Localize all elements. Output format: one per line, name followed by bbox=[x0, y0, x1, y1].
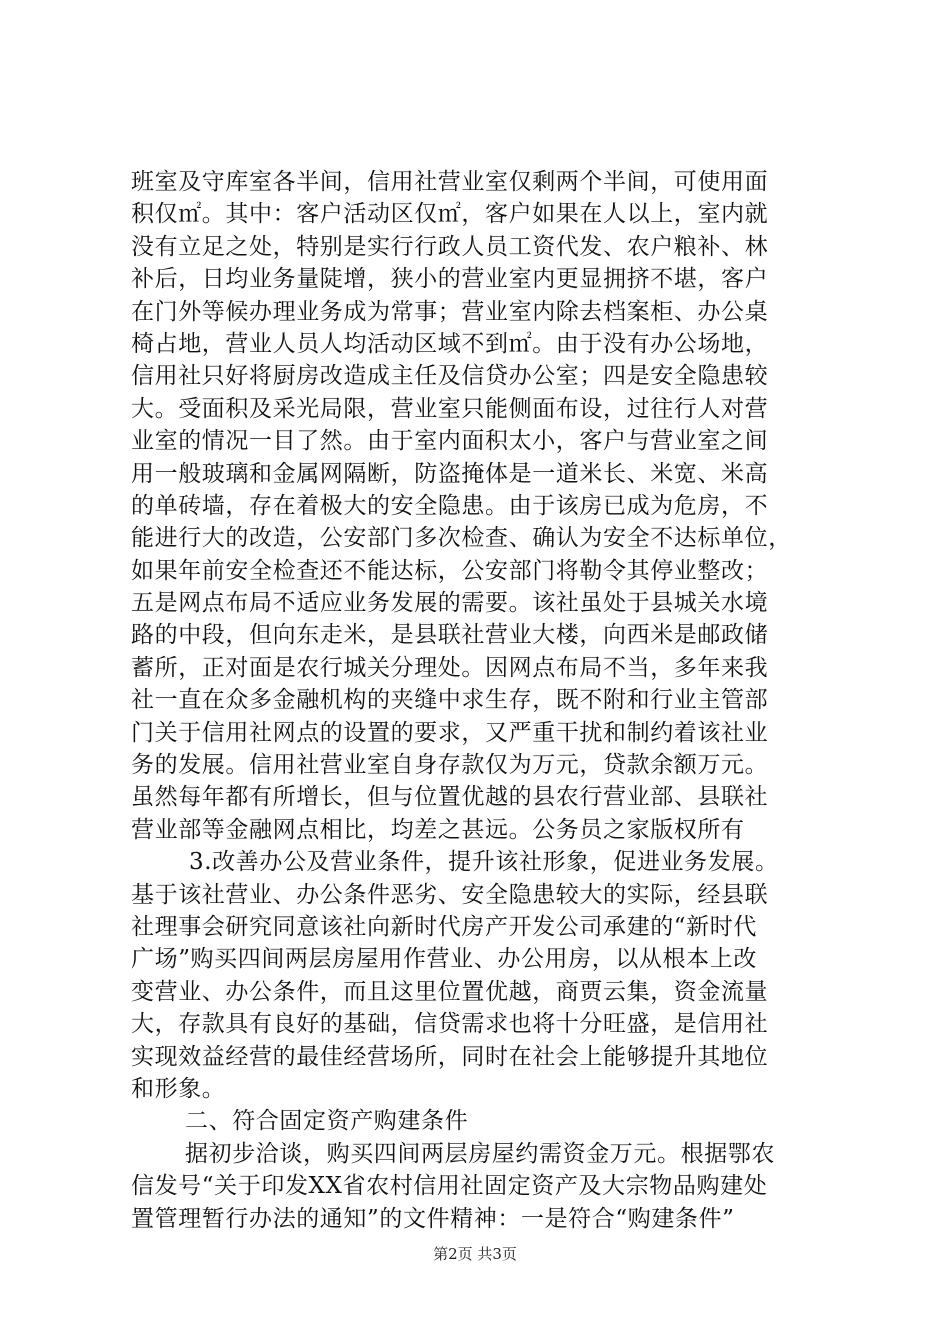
paragraph-start: 据初步洽谈，购买四间两层房屋约需资金万元。根据鄂农 bbox=[185, 1140, 775, 1167]
text-line: 蓄所，正对面是农行城关分理处。因网点布局不当，多年来我 bbox=[131, 654, 769, 681]
text-line: 社一直在众多金融机构的夹缝中求生存，既不附和行业主管部 bbox=[131, 687, 769, 714]
text-line: 营业部等金融网点相比，均差之甚远。公务员之家版权所有 bbox=[131, 816, 745, 843]
text-line: 业室的情况一目了然。由于室内面积太小，客户与营业室之间 bbox=[131, 428, 769, 455]
text-line: 路的中段，但向东走米，是县联社营业大楼，向西米是邮政储 bbox=[131, 622, 769, 649]
text-line: 没有立足之处，特别是实行行政人员工资代发、农户粮补、林 bbox=[131, 233, 769, 260]
text-line: 大。受面积及采光局限，营业室只能侧面布设，过往行人对营 bbox=[131, 395, 769, 422]
text-line: 门关于信用社网点的设置的要求，又严重干扰和制约着该社业 bbox=[131, 719, 769, 746]
text-line: 广场”购买四间两层房屋用作营业、办公用房，以从根本上改 bbox=[131, 946, 757, 973]
text-line: 置管理暂行办法的通知”的文件精神：一是符合“购建条件” bbox=[131, 1205, 735, 1232]
text-line: 用一般玻璃和金属网隔断，防盗掩体是一道米长、米宽、米高 bbox=[131, 460, 769, 487]
text-line: 大，存款具有良好的基础，信贷需求也将十分旺盛，是信用社 bbox=[131, 1011, 769, 1038]
text-line: 能进行大的改造，公安部门多次检查、确认为安全不达标单位， bbox=[131, 525, 792, 552]
text-line: 如果年前安全检查还不能达标，公安部门将勒令其停业整改； bbox=[131, 557, 769, 584]
text-line: 椅占地，营业人员人均活动区域不到㎡。由于没有办公场地， bbox=[131, 330, 769, 357]
text-line: 变营业、办公条件，而且这里位置优越，商贾云集，资金流量 bbox=[131, 978, 769, 1005]
text-line: 社理事会研究同意该社向新时代房产开发公司承建的“新时代 bbox=[131, 913, 757, 940]
document-body bbox=[131, 166, 831, 1235]
text-line: 和形象。 bbox=[131, 1075, 226, 1102]
text-line: 信用社只好将厨房改造成主任及信贷办公室；四是安全隐患较 bbox=[131, 363, 769, 390]
text-line: 信发号“关于印发XX省农村信用社固定资产及大宗物品购建处 bbox=[131, 1173, 768, 1200]
section-heading-2: 二、符合固定资产购建条件 bbox=[185, 1108, 469, 1135]
text-line: 务的发展。信用社营业室自身存款仅为万元，贷款余额万元。 bbox=[131, 752, 769, 779]
text-line: 在门外等候办理业务成为常事；营业室内除去档案柜、办公桌 bbox=[131, 298, 769, 325]
text-line: 的单砖墙，存在着极大的安全隐患。由于该房已成为危房，不 bbox=[131, 492, 769, 519]
text-line: 实现效益经营的最佳经营场所，同时在社会上能够提升其地位 bbox=[131, 1043, 769, 1070]
text-line: 五是网点布局不适应业务发展的需要。该社虽处于县城关水境 bbox=[131, 590, 769, 617]
text-line: 虽然每年都有所增长，但与位置优越的县农行营业部、县联社 bbox=[131, 784, 769, 811]
section-heading-3: 3.改善办公及营业条件，提升该社形象，促进业务发展。 bbox=[189, 849, 779, 876]
text-line: 班室及守库室各半间，信用社营业室仅剩两个半间，可使用面 bbox=[131, 169, 769, 195]
text-line: 积仅㎡。其中：客户活动区仅㎡，客户如果在人以上，室内就 bbox=[131, 201, 769, 228]
text-line: 基于该社营业、办公条件恶劣、安全隐患较大的实际，经县联 bbox=[131, 881, 769, 908]
page-number-footer: 第2页 共3页 bbox=[433, 1245, 517, 1263]
text-line: 补后，日均业务量陡增，狭小的营业室内更显拥挤不堪，客户 bbox=[131, 266, 769, 293]
